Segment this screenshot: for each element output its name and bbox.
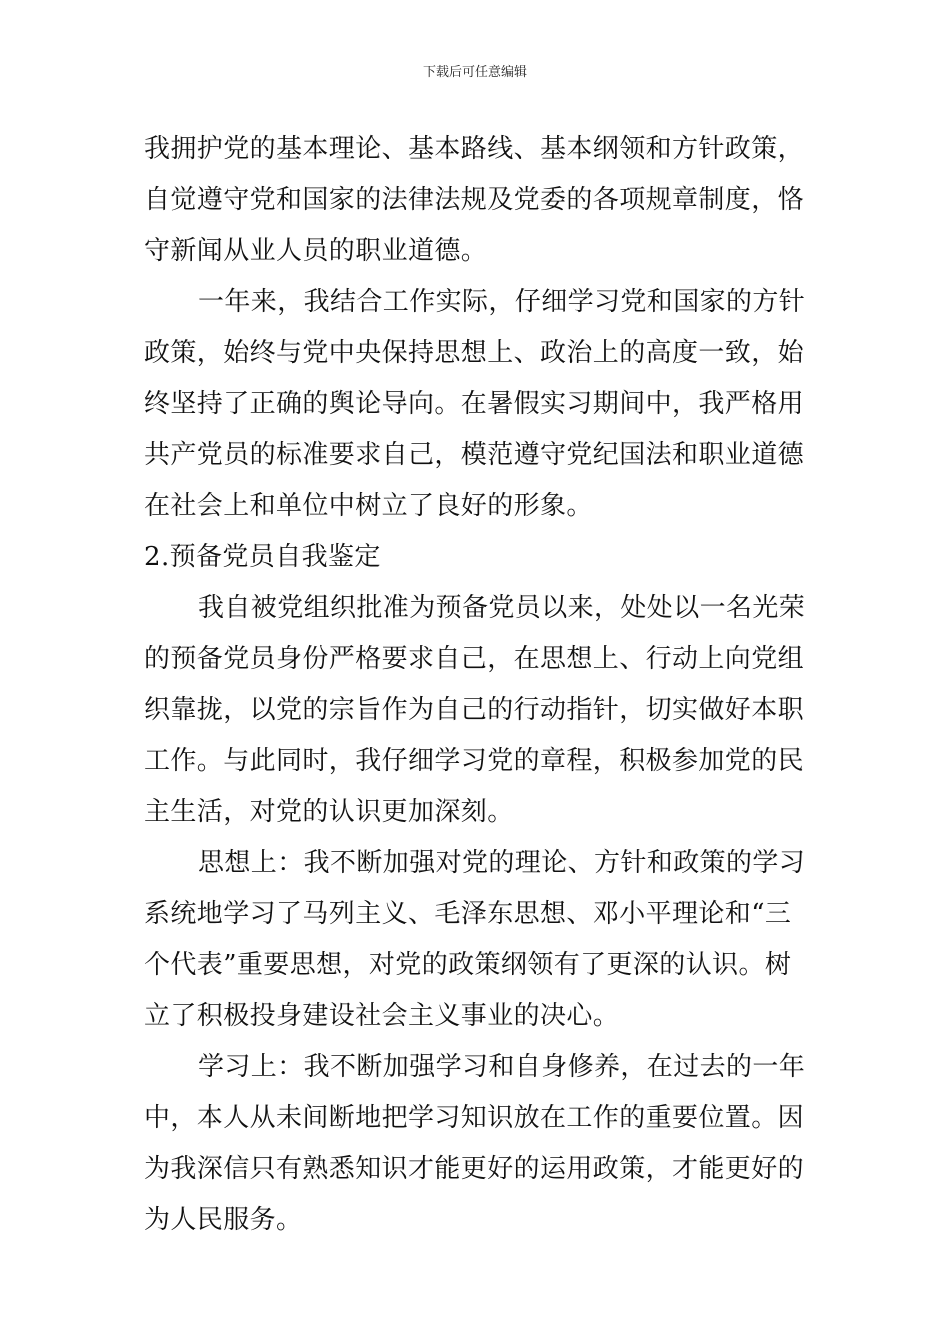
text-line-21: 为我深信只有熟悉知识才能更好的运用政策，才能更好的 [144, 1154, 805, 1184]
text-line-20: 中，本人从未间断地把学习知识放在工作的重要位置。因 [144, 1103, 805, 1133]
text-line-8: 在社会上和单位中树立了良好的形象。 [144, 491, 593, 521]
text-line-4: 一年来，我结合工作实际，仔细学习党和国家的方针 [198, 287, 806, 317]
text-line-19: 学习上：我不断加强学习和自身修养，在过去的一年 [198, 1052, 806, 1082]
text-line-17: 个代表”重要思想，对党的政策纲领有了更深的认识。树 [144, 950, 792, 980]
page-header-note: 下载后可任意编辑 [422, 65, 527, 80]
text-line-11: 的预备党员身份严格要求自己，在思想上、行动上向党组 [144, 644, 805, 674]
text-line-13: 工作。与此同时，我仔细学习党的章程，积极参加党的民 [144, 746, 805, 776]
text-line-12: 织靠拢，以党的宗旨作为自己的行动指针，切实做好本职 [144, 695, 805, 725]
text-line-18: 立了积极投身建设社会主义事业的决心。 [144, 1001, 620, 1031]
document-body [144, 124, 814, 1246]
text-line-14: 主生活，对党的认识更加深刻。 [144, 797, 514, 827]
text-line-6: 终坚持了正确的舆论导向。在暑假实习期间中，我严格用 [144, 389, 805, 419]
text-line-15: 思想上：我不断加强对党的理论、方针和政策的学习 [198, 848, 806, 878]
text-line-1: 我拥护党的基本理论、基本路线、基本纲领和方针政策， [144, 134, 805, 164]
text-line-2: 自觉遵守党和国家的法律法规及党委的各项规章制度，恪 [144, 185, 805, 215]
text-line-16: 系统地学习了马列主义、毛泽东思想、邓小平理论和“三 [144, 899, 792, 929]
text-line-7: 共产党员的标准要求自己，模范遵守党纪国法和职业道德 [144, 440, 805, 470]
section-heading: 2.预备党员自我鉴定 [144, 542, 381, 572]
text-line-5: 政策，始终与党中央保持思想上、政治上的高度一致，始 [144, 338, 805, 368]
text-line-10: 我自被党组织批准为预备党员以来，处处以一名光荣 [198, 593, 806, 623]
text-line-22: 为人民服务。 [144, 1205, 303, 1235]
text-line-3: 守新闻从业人员的职业道德。 [144, 236, 488, 266]
